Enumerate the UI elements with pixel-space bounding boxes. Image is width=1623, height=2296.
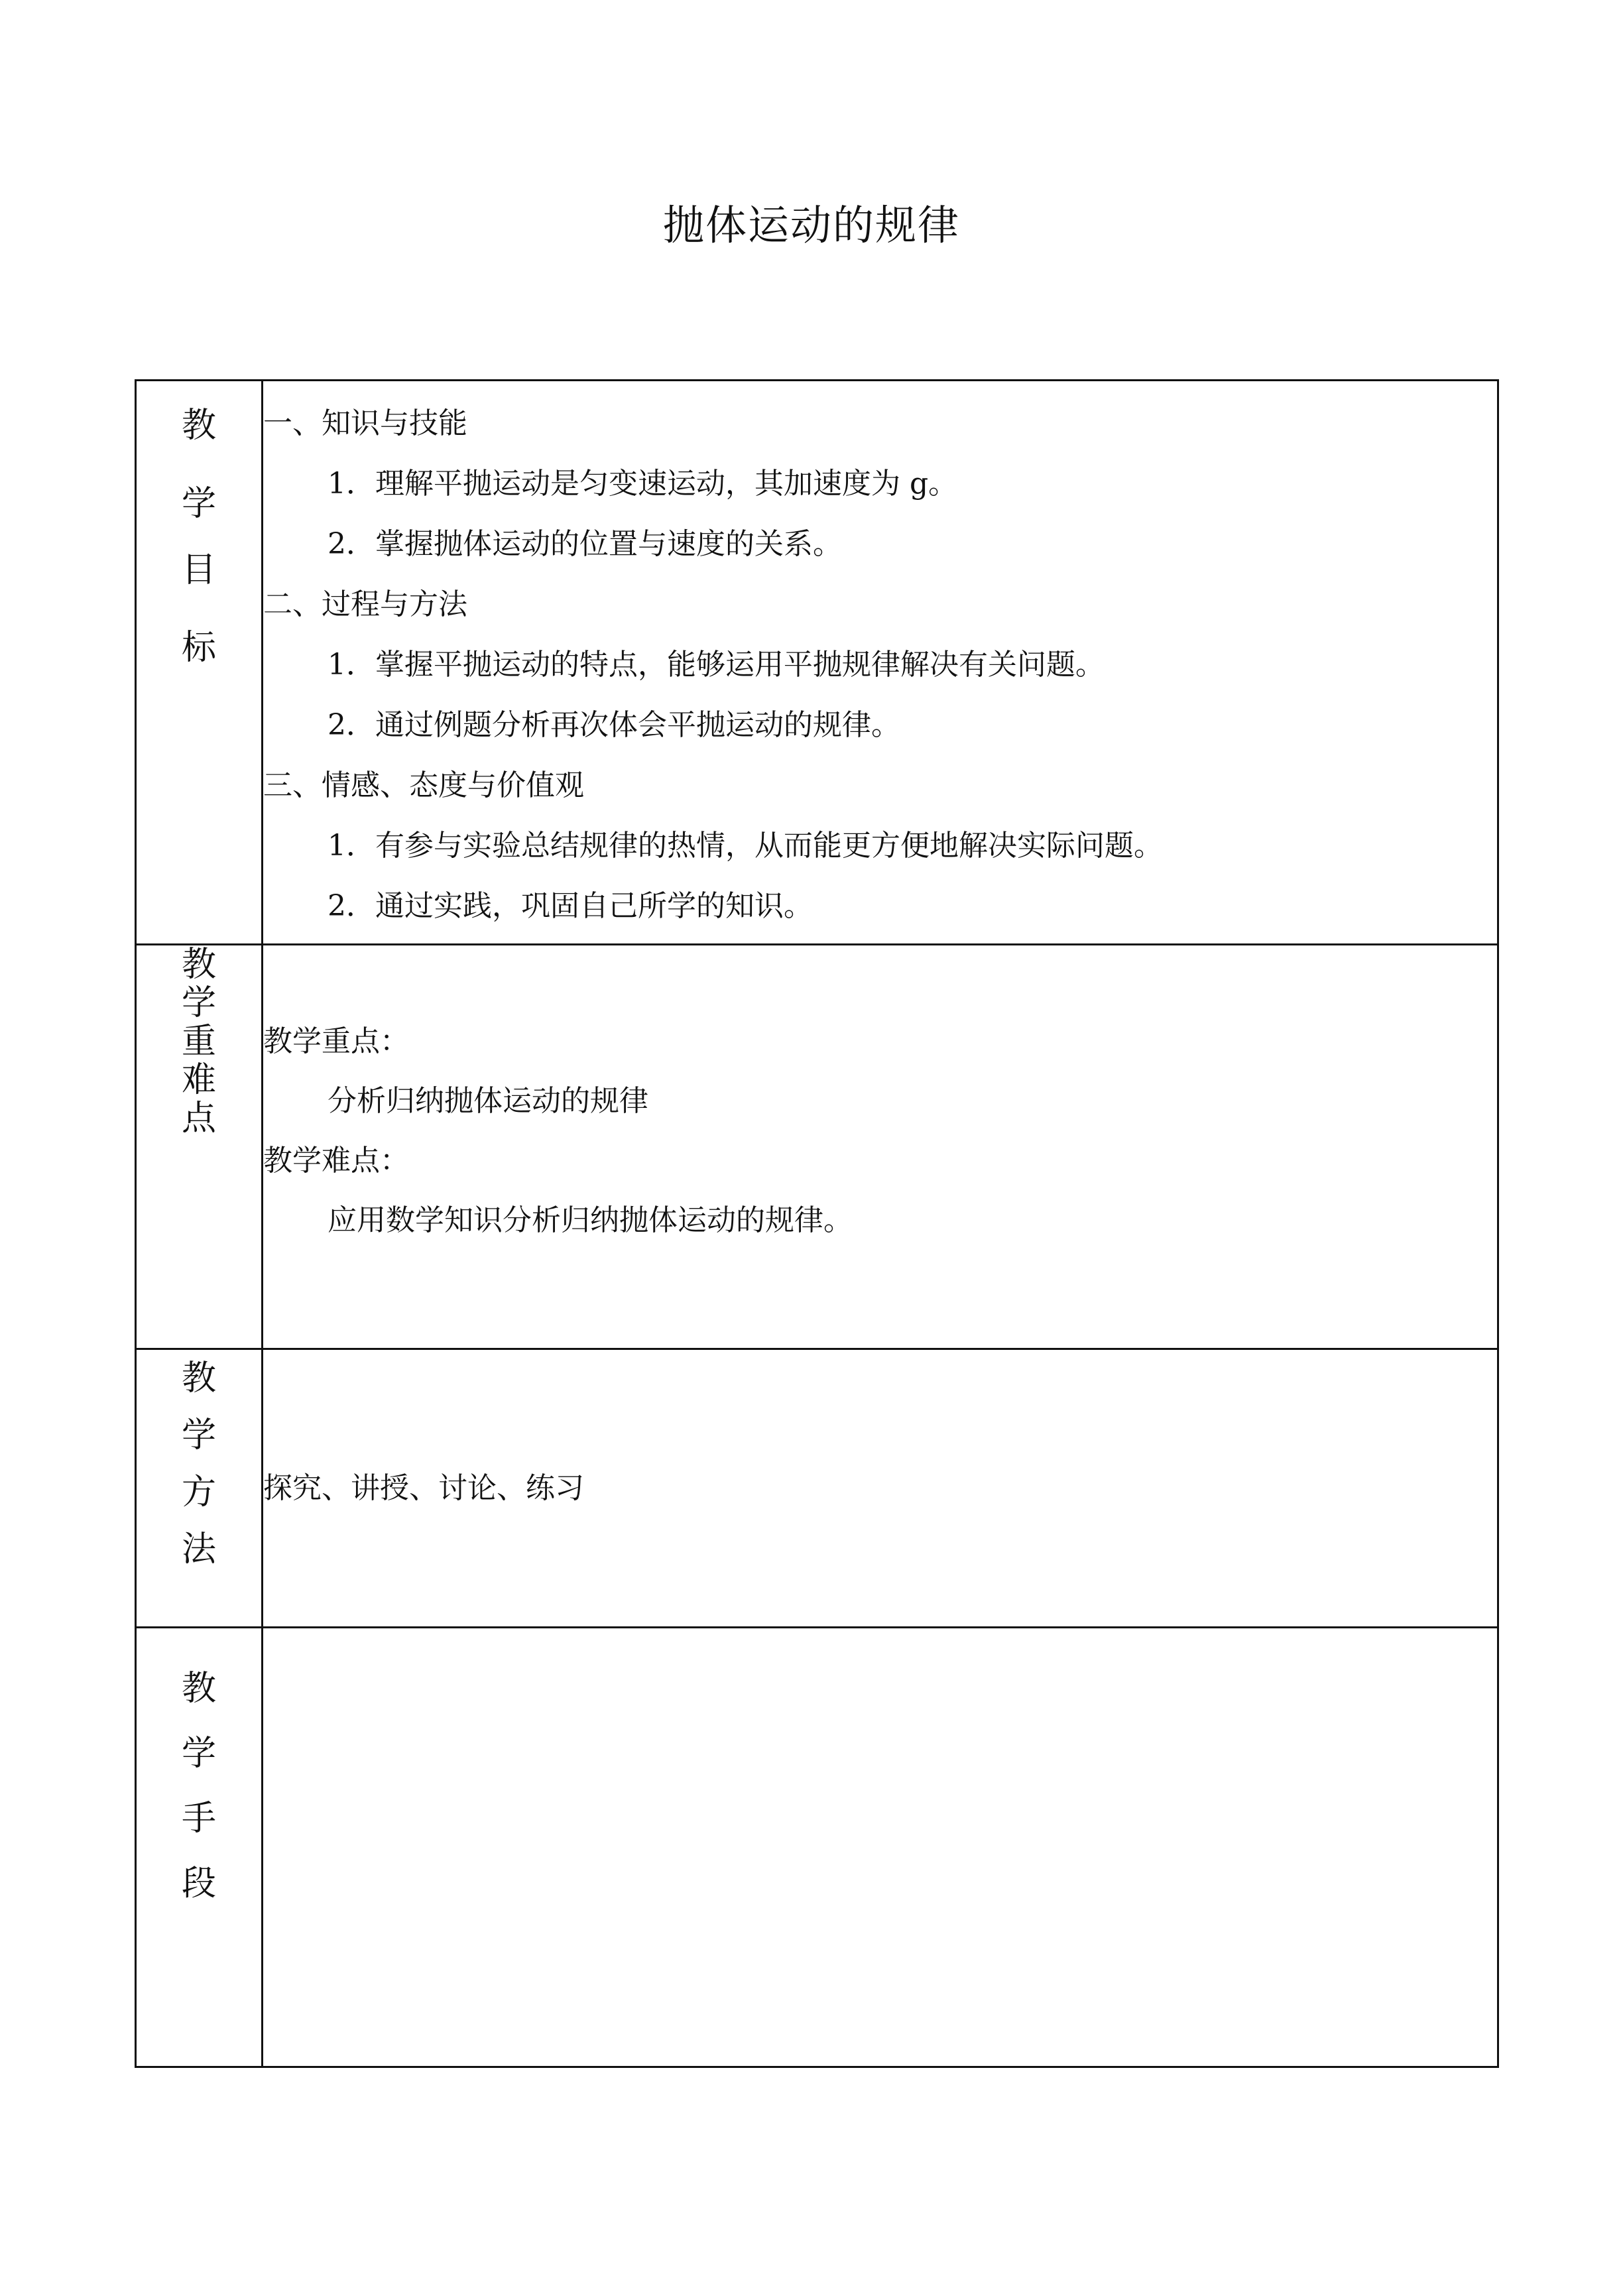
content-key-difficult-points: [263, 945, 1498, 1349]
label-char: 学: [181, 1416, 216, 1455]
label-char: 学: [181, 983, 216, 1023]
list-item: 2．通过例题分析再次体会平抛运动的规律。: [328, 708, 900, 742]
list-item: 2．通过实践，巩固自己所学的知识。: [328, 889, 813, 923]
label-char: 教: [181, 406, 216, 446]
label-char: 教: [181, 945, 216, 985]
label-teaching-means: [136, 1628, 263, 2067]
label-char: 学: [181, 1734, 216, 1774]
row-teaching-means: [136, 1628, 1498, 2067]
section-heading: 教学重点：: [263, 1024, 409, 1058]
label-key-difficult-points: [136, 945, 263, 1349]
label-char: 法: [181, 1530, 216, 1569]
content-teaching-means: [263, 1628, 1498, 2067]
label-char: 学: [181, 484, 216, 524]
method-text: 探究、讲授、讨论、练习: [263, 1471, 584, 1505]
list-item: 分析归纳抛体运动的规律: [328, 1084, 648, 1118]
list-item: 1．有参与实验总结规律的热情，从而能更方便地解决实际问题。: [328, 829, 1163, 863]
label-char: 手: [181, 1799, 216, 1839]
list-item: 应用数学知识分析归纳抛体运动的规律。: [328, 1203, 853, 1237]
row-key-difficult-points: [136, 945, 1498, 1349]
label-char: 教: [181, 1359, 216, 1398]
label-char: 教: [181, 1669, 216, 1709]
label-teaching-method: [136, 1349, 263, 1628]
section-heading: 一、知识与技能: [263, 406, 467, 440]
section-heading: 二、过程与方法: [263, 587, 467, 621]
content-teaching-method: [263, 1349, 1498, 1628]
section-heading: 三、情感、态度与价值观: [263, 768, 584, 802]
lesson-plan-table: [135, 379, 1499, 2068]
label-char: 目: [181, 550, 216, 590]
list-item: 1．理解平抛运动是匀变速运动，其加速度为 g。: [328, 467, 958, 501]
label-char: 难: [181, 1060, 216, 1100]
list-item: 1．掌握平抛运动的特点，能够运用平抛规律解决有关问题。: [328, 648, 1105, 682]
label-char: 段: [181, 1864, 216, 1903]
document-title: 抛体运动的规律: [662, 201, 960, 249]
label-char: 方: [181, 1473, 216, 1512]
section-heading: 教学难点：: [263, 1144, 409, 1178]
label-char: 重: [181, 1022, 216, 1061]
label-char: 点: [181, 1099, 216, 1138]
label-char: 标: [181, 628, 216, 668]
row-teaching-goals: [136, 381, 1498, 945]
list-item: 2．掌握抛体运动的位置与速度的关系。: [328, 527, 842, 561]
content-teaching-goals: [263, 381, 1498, 945]
label-teaching-goals: [136, 381, 263, 945]
row-teaching-method: [136, 1349, 1498, 1628]
